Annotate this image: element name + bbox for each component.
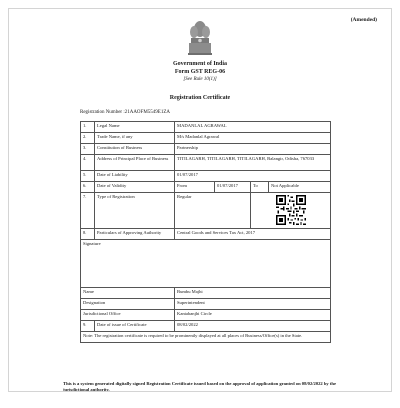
row-number: 9. — [81, 321, 95, 332]
display-note: Note: The registration certificate is required to be prominently displayed at all places of Business/Office(s) in the State. — [81, 332, 331, 343]
row-number: 1. — [81, 122, 95, 133]
table-row — [81, 144, 331, 155]
registration-table — [80, 121, 331, 343]
rule-reference: [See Rule 10(1)] — [183, 77, 217, 82]
field-value: Central Goods and Services Tax Act, 2017 — [175, 229, 331, 240]
field-value: Bumbu Majhi — [175, 288, 331, 299]
validity-from-label: From — [175, 182, 215, 193]
row-number: 7. — [81, 193, 95, 229]
field-label: Legal Name — [95, 122, 175, 133]
table-row — [81, 122, 331, 133]
validity-to-value: Not Applicable — [269, 182, 331, 193]
system-generated-footer: This is a system generated digitally signed Registration Certificate issued based on the approval of application granted on 08/02/2022 by the jurisdictional authority. — [63, 381, 336, 392]
row-number: 2. — [81, 133, 95, 144]
table-row — [81, 229, 331, 240]
row-number: 6. — [81, 182, 95, 193]
field-value: MADANLAL AGRAWAL — [175, 122, 331, 133]
table-row — [81, 182, 331, 193]
table-row — [81, 321, 331, 332]
table-row — [81, 171, 331, 182]
table-row — [81, 310, 331, 321]
certificate-page — [8, 8, 392, 392]
field-value: M/s Madanlal Agrawal — [175, 133, 331, 144]
validity-to-label: To — [251, 182, 269, 193]
field-value: Regular — [175, 193, 251, 229]
table-row — [81, 299, 331, 310]
form-title: Form GST REG-06 — [174, 69, 226, 75]
field-value: TITILAGARH, TITILAGARH, TITILAGARH, Balangir, Odisha, 767033 — [175, 155, 331, 171]
field-label: Date of Liability — [95, 171, 175, 182]
national-emblem-icon — [185, 19, 215, 63]
row-number: 3. — [81, 144, 95, 155]
field-label: Type of Registration — [95, 193, 175, 229]
field-label: Jurisdictional Office — [81, 310, 175, 321]
field-label: Constitution of Business — [95, 144, 175, 155]
field-value: 08/02/2022 — [175, 321, 331, 332]
table-row — [81, 193, 331, 229]
field-label: Address of Principal Place of Business — [95, 155, 175, 171]
row-number: 4. — [81, 155, 95, 171]
table-row — [81, 288, 331, 299]
field-label: Particulars of Approving Authority — [95, 229, 175, 240]
qr-cell — [251, 193, 331, 229]
field-value: 01/07/2017 — [175, 171, 331, 182]
registration-number: Registration Number :21AAOFM5549E1ZA — [80, 110, 170, 115]
field-label: Date of issue of Certificate — [95, 321, 175, 332]
field-label: Trade Name, if any — [95, 133, 175, 144]
field-value: Superintendent — [175, 299, 331, 310]
signature-row — [81, 240, 331, 288]
field-value: Partnership — [175, 144, 331, 155]
table-row — [81, 133, 331, 144]
row-number: 5. — [81, 171, 95, 182]
field-label: Name — [81, 288, 175, 299]
field-label: Designation — [81, 299, 175, 310]
row-number: 8. — [81, 229, 95, 240]
validity-from-value: 01/07/2017 — [215, 182, 251, 193]
table-row — [81, 155, 331, 171]
field-label: Date of Validity — [95, 182, 175, 193]
qr-code-icon — [276, 195, 306, 225]
signature-label: Signature — [81, 240, 331, 288]
certificate-title: Registration Certificate — [169, 95, 231, 101]
amended-label: (Amended) — [350, 17, 377, 23]
note-row — [81, 332, 331, 343]
field-value: Kantabanjhi Circle — [175, 310, 331, 321]
government-title: Government of India — [173, 61, 227, 67]
